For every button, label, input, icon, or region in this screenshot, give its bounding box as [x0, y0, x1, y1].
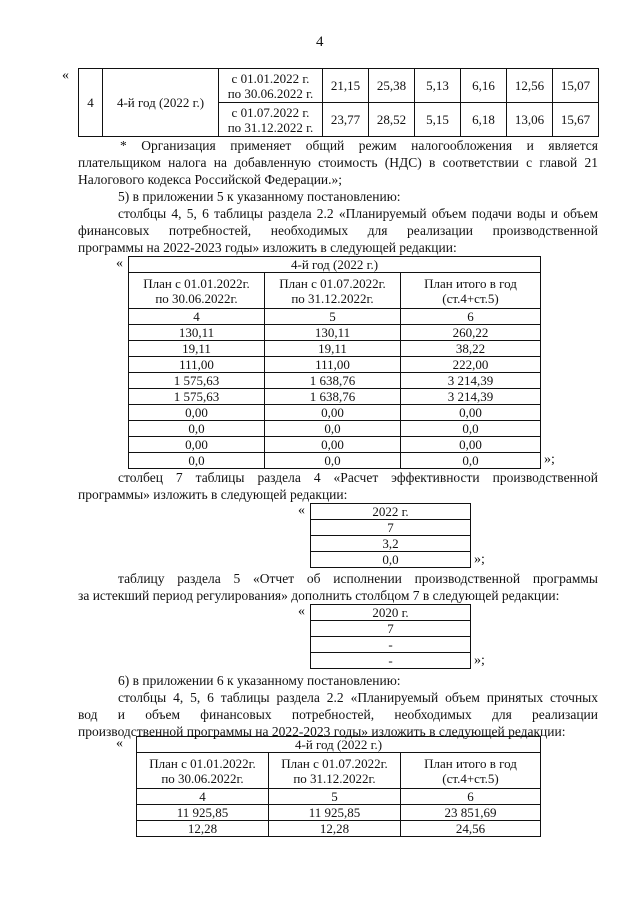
quote-close: »; [474, 653, 485, 668]
cell: 24,56 [401, 821, 541, 837]
column-head: План с 01.07.2022г. по 31.12.2022г. [265, 273, 401, 309]
value-cell: 6,18 [461, 103, 507, 137]
table-row [311, 653, 471, 669]
cell: 130,11 [129, 325, 265, 341]
cell: 3 214,39 [401, 373, 541, 389]
cell: 3 214,39 [401, 389, 541, 405]
table-water-supply [128, 256, 541, 469]
value-cell: 25,38 [369, 69, 415, 103]
cell: 0,0 [311, 552, 471, 568]
table-row [129, 405, 541, 421]
cell: 7 [311, 621, 471, 637]
cell: 1 638,76 [265, 389, 401, 405]
table-row [311, 621, 471, 637]
cell: 0,00 [401, 437, 541, 453]
table-row [311, 637, 471, 653]
table-row [311, 552, 471, 568]
cell: 7 [311, 520, 471, 536]
cell: 1 575,63 [129, 389, 265, 405]
quote-close: »; [544, 452, 555, 467]
table-header: 4-й год (2022 г.) [137, 737, 541, 753]
column-number: 4 [129, 309, 265, 325]
period-cell: с 01.07.2022 г. по 31.12.2022 г. [219, 103, 323, 137]
cell: 0,0 [265, 453, 401, 469]
column-heads [129, 273, 541, 309]
column-head: План с 01.01.2022г. по 30.06.2022г. [129, 273, 265, 309]
cell: 12,28 [269, 821, 401, 837]
cell: 0,0 [401, 453, 541, 469]
value-cell: 6,16 [461, 69, 507, 103]
sec5-text: таблицу раздела 5 «Отчет об исполнении производственной программы [118, 571, 598, 586]
cell: 222,00 [401, 357, 541, 373]
item-6-text: производственной программы на 2022-2023 годы» изложить в следующей редакции: [78, 724, 566, 739]
cell: 130,11 [265, 325, 401, 341]
footnote-line: плательщиком налога на добавленную стоимость (НДС) в соответствии с главой 21 [78, 155, 598, 170]
cell: 0,00 [265, 437, 401, 453]
cell: 11 925,85 [137, 805, 269, 821]
table-row [129, 389, 541, 405]
table-row [311, 504, 471, 520]
column-head: План итого в год (ст.4+ст.5) [401, 753, 541, 789]
cell: - [311, 637, 471, 653]
col7-text: столбец 7 таблицы раздела 4 «Расчет эффективности производственной [118, 470, 598, 485]
cell: 11 925,85 [269, 805, 401, 821]
table-report [310, 604, 471, 669]
column-numbers [137, 789, 541, 805]
quote-open: « [298, 604, 305, 619]
item-5-text: столбцы 4, 5, 6 таблицы раздела 2.2 «Планируемый объем подачи воды и объем [118, 206, 598, 221]
cell: 2020 г. [311, 605, 471, 621]
column-head: План с 01.01.2022г. по 30.06.2022г. [137, 753, 269, 789]
cell: - [311, 653, 471, 669]
table-row [129, 325, 541, 341]
column-numbers [129, 309, 541, 325]
quote-open: « [116, 736, 123, 751]
sec5-text: за истекший период регулирования» дополнить столбцом 7 в следующей редакции: [78, 588, 560, 603]
quote-open: « [62, 68, 69, 83]
cell: 1 575,63 [129, 373, 265, 389]
item-6-heading: 6) в приложении 6 к указанному постановлению: [118, 673, 401, 688]
table-row [129, 373, 541, 389]
table-row [311, 536, 471, 552]
cell: 12,28 [137, 821, 269, 837]
table-efficiency [310, 503, 471, 568]
cell: 111,00 [129, 357, 265, 373]
table-header: 4-й год (2022 г.) [129, 257, 541, 273]
cell: 0,0 [265, 421, 401, 437]
value-cell: 21,15 [323, 69, 369, 103]
cell: 0,00 [129, 437, 265, 453]
table-row [311, 520, 471, 536]
cell: 0,0 [129, 453, 265, 469]
table-row [129, 341, 541, 357]
table-row [311, 605, 471, 621]
column-number: 4 [137, 789, 269, 805]
row-number: 4 [79, 69, 103, 137]
footnote-line: * Организация применяет общий режим налогообложения и является [120, 138, 598, 153]
value-cell: 28,52 [369, 103, 415, 137]
cell: 111,00 [265, 357, 401, 373]
column-head: План итого в год (ст.4+ст.5) [401, 273, 541, 309]
cell: 3,2 [311, 536, 471, 552]
column-number: 5 [265, 309, 401, 325]
quote-open: « [116, 256, 123, 271]
value-cell: 15,67 [553, 103, 599, 137]
table-wastewater [136, 736, 541, 837]
cell: 19,11 [265, 341, 401, 357]
item-6-text: вод и объем финансовых потребностей, необходимых для реализации [78, 707, 598, 722]
table-row [129, 453, 541, 469]
period-cell: с 01.01.2022 г. по 30.06.2022 г. [219, 69, 323, 103]
cell: 0,0 [401, 421, 541, 437]
cell: 38,22 [401, 341, 541, 357]
cell: 2022 г. [311, 504, 471, 520]
year-label: 4-й год (2022 г.) [103, 69, 219, 137]
item-5-text: финансовых потребностей, необходимых для реализации производственной [78, 223, 598, 238]
table-top [78, 68, 599, 137]
cell: 0,00 [401, 405, 541, 421]
table-row [129, 421, 541, 437]
cell: 0,00 [129, 405, 265, 421]
quote-close: »; [474, 552, 485, 567]
item-5-heading: 5) в приложении 5 к указанному постановлению: [118, 189, 401, 204]
col7-text: программы» изложить в следующей редакции: [78, 487, 348, 502]
value-cell: 5,13 [415, 69, 461, 103]
table-row [79, 69, 599, 103]
footnote-line: Налогового кодекса Российской Федерации.»; [78, 172, 343, 187]
value-cell: 15,07 [553, 69, 599, 103]
table-row [129, 437, 541, 453]
value-cell: 12,56 [507, 69, 553, 103]
cell: 19,11 [129, 341, 265, 357]
cell: 23 851,69 [401, 805, 541, 821]
table-row [137, 805, 541, 821]
item-5-text: программы на 2022-2023 годы» изложить в следующей редакции: [78, 240, 457, 255]
column-head: План с 01.07.2022г. по 31.12.2022г. [269, 753, 401, 789]
cell: 260,22 [401, 325, 541, 341]
value-cell: 13,06 [507, 103, 553, 137]
column-number: 5 [269, 789, 401, 805]
value-cell: 5,15 [415, 103, 461, 137]
column-number: 6 [401, 309, 541, 325]
table-row [137, 821, 541, 837]
cell: 1 638,76 [265, 373, 401, 389]
value-cell: 23,77 [323, 103, 369, 137]
table-row [129, 357, 541, 373]
cell: 0,0 [129, 421, 265, 437]
column-number: 6 [401, 789, 541, 805]
page-number: 4 [316, 34, 324, 50]
item-6-text: столбцы 4, 5, 6 таблицы раздела 2.2 «Планируемый объем принятых сточных [118, 690, 598, 705]
column-heads [137, 753, 541, 789]
cell: 0,00 [265, 405, 401, 421]
quote-open: « [298, 503, 305, 518]
